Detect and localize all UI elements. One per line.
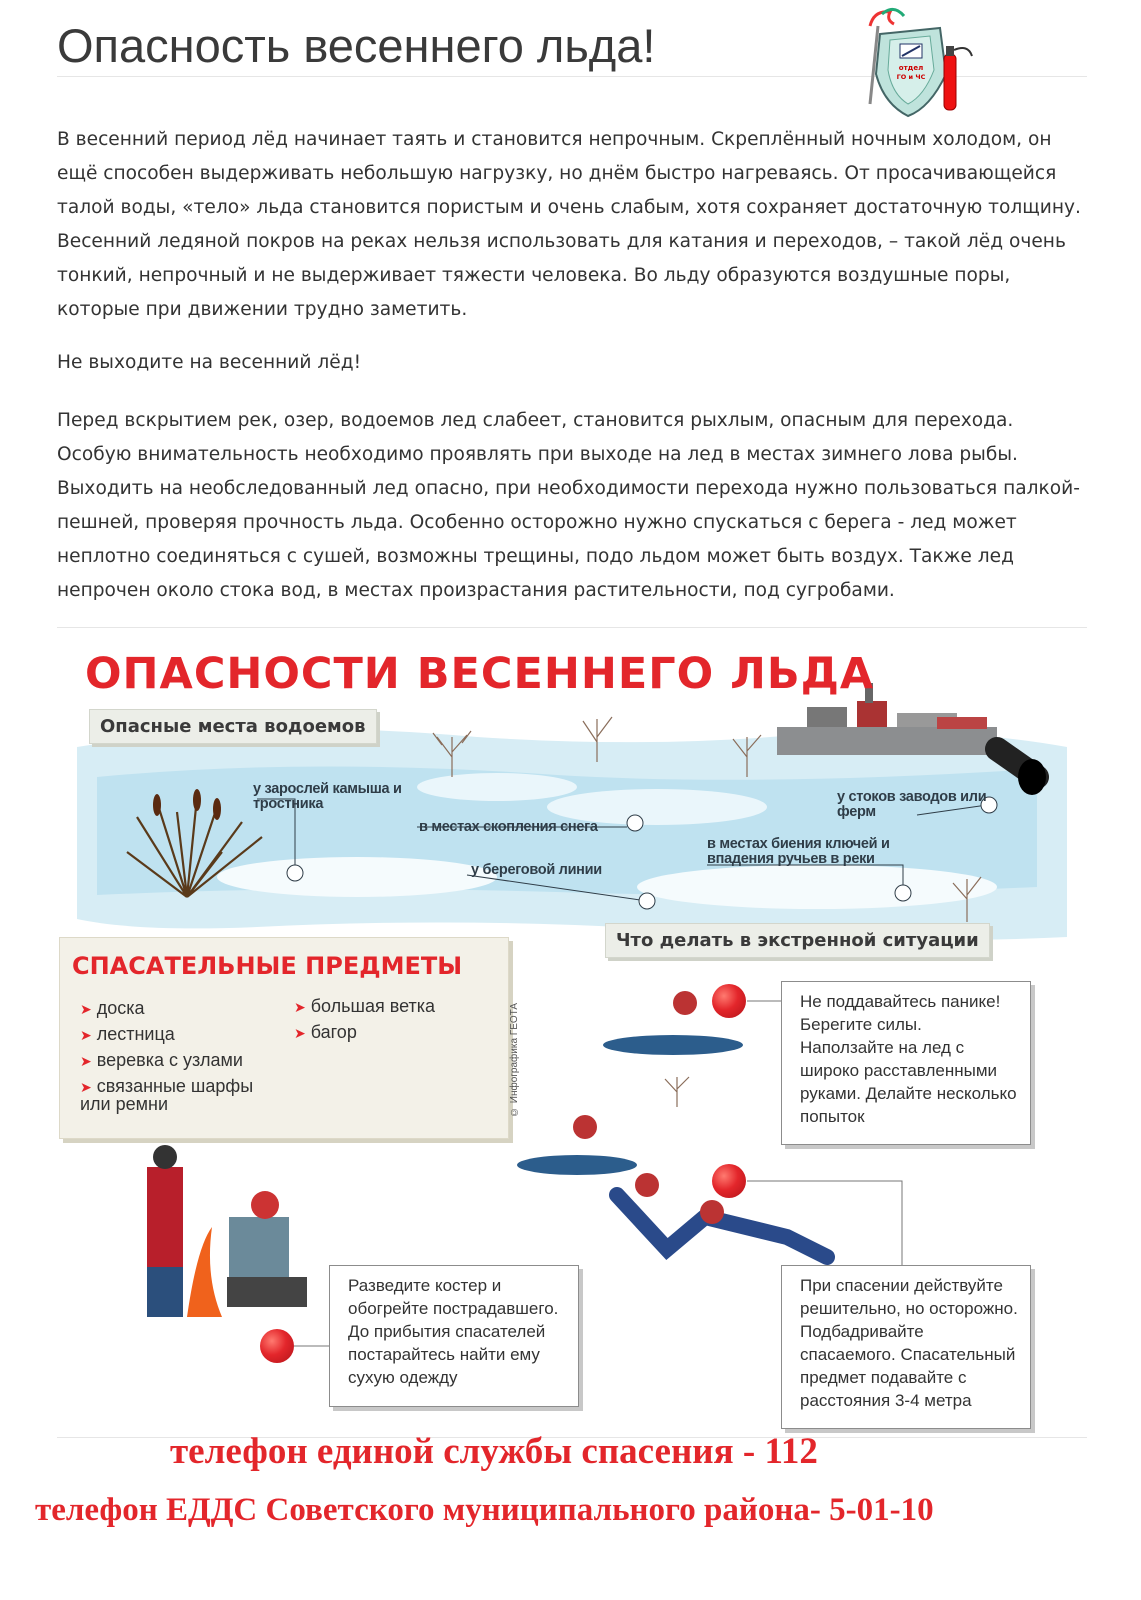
rescue-items-title: СПАСАТЕЛЬНЫЕ ПРЕДМЕТЫ: [72, 952, 463, 980]
arrow-icon: ➤: [80, 1001, 92, 1017]
rescue-service-phone: телефон единой службы спасения - 112: [170, 1431, 818, 1472]
go-chs-emblem: [860, 4, 980, 122]
place-shore-label: у береговой линии: [471, 862, 602, 878]
rescue-item: ➤ связанные шарфы или ремни: [80, 1076, 254, 1114]
place-reeds-label: у зарослей камыша и тростника: [253, 781, 402, 812]
emblem-text-2: ГО и ЧС: [896, 73, 926, 81]
place-springs-label: в местах биения ключей и впадения ручьев в реки: [707, 836, 890, 867]
warning-paragraph: Не выходите на весенний лёд!: [57, 352, 362, 373]
edds-phone: телефон ЕДДС Советского муниципального района- 5-01-10: [35, 1492, 934, 1528]
arrow-icon: ➤: [80, 1027, 92, 1043]
safety-paragraph: Перед вскрытием рек, озер, водоемов лед слабеет, становится рыхлым, опасным для перехода. Особую внимательность необходимо проявлять при выходе на лед в местах зимнего лова рыбы. Выходить на необследованный лед опасно, при необходимости перехода нужно пользоваться палкой-пешней, проверяя прочность льда. Особенно осторожно нужно спускаться с берега - лед может неплотно соединяться с сушей, возможны трещины, подо льдом может быть воздух. Также лед непрочен около стока вод, в местах произрастания растительности, под сугробами.: [57, 410, 1080, 601]
advice-crawl: Не поддавайтесь панике! Берегите силы. Наползайте на лед с широко расставленными руками. Делайте несколько попыток: [781, 981, 1031, 1145]
arrow-icon: ➤: [80, 1079, 92, 1095]
place-drains-label: у стоков заводов или ферм: [837, 789, 987, 820]
infographic-title: ОПАСНОСТИ ВЕСЕННЕГО ЛЬДА: [85, 649, 875, 699]
arrow-icon: ➤: [294, 999, 306, 1015]
page-title: Опасность весеннего льда!: [57, 19, 656, 72]
advice-warm: Разведите костер и обогрейте пострадавшего. До прибытия спасателей постарайтесь найти ему сухую одежду: [329, 1265, 579, 1407]
rescue-item: ➤ веревка с узлами: [80, 1050, 243, 1070]
arrow-icon: ➤: [80, 1053, 92, 1069]
emergency-heading: Что делать в экстренной ситуации: [605, 923, 990, 958]
place-snow-label: в местах скопления снега: [419, 819, 598, 835]
copyright-text: © Инфографика ГЕОТА: [509, 1002, 520, 1117]
section-divider: [57, 627, 1087, 628]
rescue-items-box: [59, 937, 509, 1139]
red-marker-icon: [712, 984, 746, 1018]
rescue-item: ➤ лестница: [80, 1024, 175, 1044]
rescue-item: ➤ доска: [80, 998, 145, 1018]
arrow-icon: ➤: [294, 1025, 306, 1041]
dangerous-places-heading: Опасные места водоемов: [89, 709, 377, 744]
rescue-item: ➤ багор: [294, 1022, 357, 1042]
advice-rescue: При спасении действуйте решительно, но осторожно. Подбадривайте спасаемого. Спасательный предмет подавайте с расстояния 3-4 метра: [781, 1265, 1031, 1429]
intro-paragraph: В весенний период лёд начинает таять и становится непрочным. Скреплённый ночным холодом, он ещё способен выдерживать небольшую нагрузку, но днём быстро нагреваясь. От просачивающейся талой воды, «тело» льда становится пористым и очень слабым, хотя сохраняет достаточную толщину. Весенний ледяной покров на реках нельзя использовать для катания и переходов, – такой лёд очень тонкий, непрочный и не выдерживает тяжести человека. Во льду образуются воздушные поры, которые при движении трудно заметить.: [57, 129, 1081, 320]
rescue-item: ➤ большая ветка: [294, 996, 436, 1016]
red-marker-icon: [712, 1164, 746, 1198]
emblem-text-1: отдел: [898, 64, 924, 72]
red-marker-icon: [260, 1329, 294, 1363]
infographic: [57, 637, 1087, 1432]
